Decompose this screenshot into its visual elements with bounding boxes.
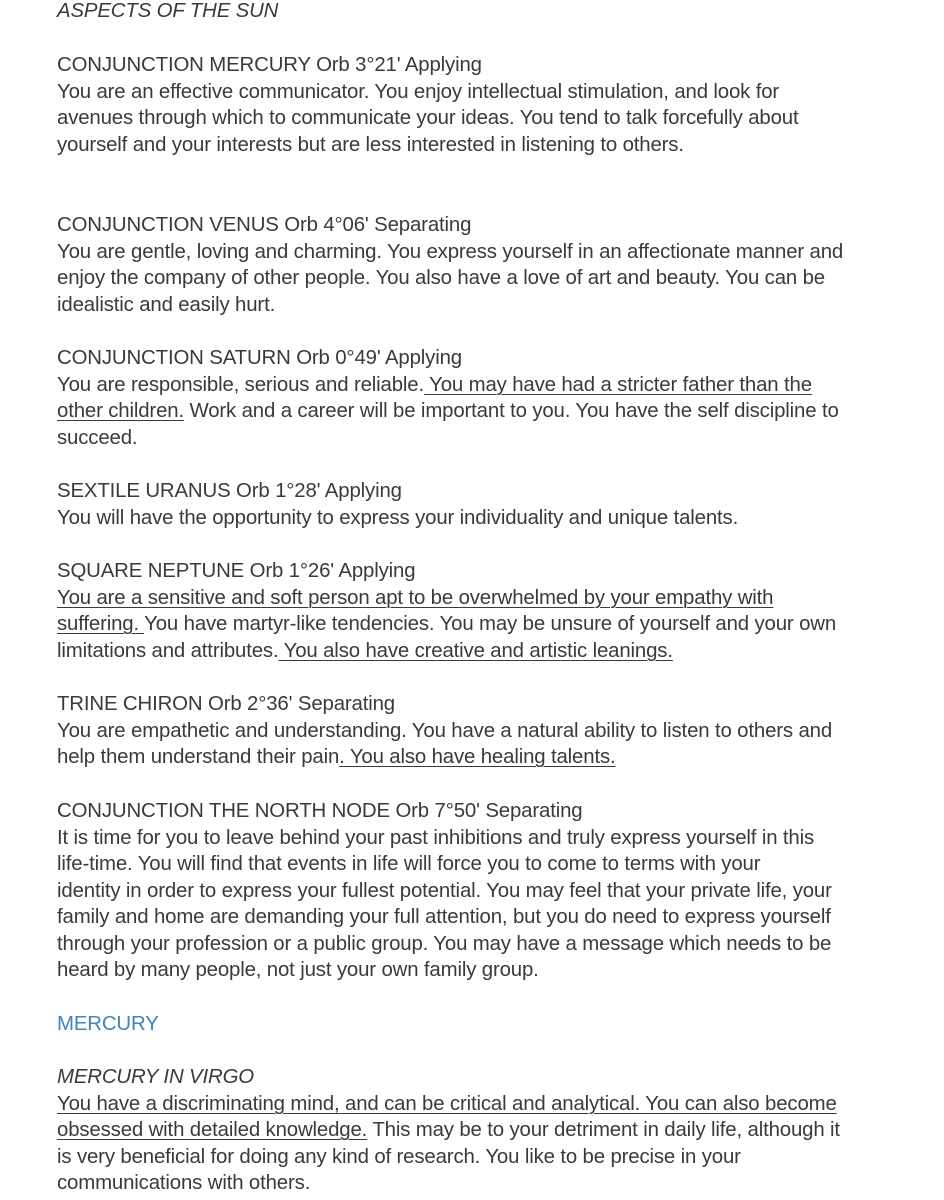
aspect-title: TRINE CHIRON Orb 2°36' Separating [57, 693, 395, 715]
highlight-underline: You have a discriminating mind, and can be critical and analytical. You can also become [57, 1093, 837, 1115]
highlight-underline: suffering. [57, 613, 145, 635]
highlight-underline: You may have had a stricter father than the [424, 374, 812, 396]
aspect-text-line: It is time for you to leave behind your past inhibitions and truly express yourself in this [57, 827, 815, 849]
aspect-title: CONJUNCTION SATURN Orb 0°49' Applying [57, 347, 462, 369]
aspect-text-line: other children. Work and a career will be important to you. You have the self discipline to [57, 400, 839, 422]
aspect-text-line: life-time. You will find that events in life will force you to come to terms with your [57, 853, 761, 875]
section-text-line: communications with others. [57, 1172, 311, 1194]
aspect-text-line: succeed. [57, 427, 138, 449]
subheading-mercury-in-virgo: MERCURY IN VIRGO [57, 1066, 254, 1088]
aspect-text-line: through your profession or a public group. You may have a message which needs to be [57, 933, 832, 955]
aspect-title: CONJUNCTION MERCURY Orb 3°21' Applying [57, 54, 482, 76]
aspect-text-line: You are gentle, loving and charming. You express yourself in an affectionate manner and [57, 241, 844, 263]
aspect-title: CONJUNCTION VENUS Orb 4°06' Separating [57, 214, 472, 236]
aspect-text-line: You are an effective communicator. You enjoy intellectual stimulation, and look for [57, 81, 780, 103]
aspect-text-line: You are empathetic and understanding. You have a natural ability to listen to others and [57, 720, 833, 742]
sun-aspects-heading: ASPECTS OF THE SUN [57, 0, 279, 22]
section-heading-mercury: MERCURY [57, 1013, 159, 1035]
highlight-underline: . You also have healing talents. [339, 746, 616, 768]
aspect-text-line: heard by many people, not just your own family group. [57, 959, 539, 981]
highlight-underline: obsessed with detailed knowledge. [57, 1119, 368, 1141]
aspect-text-line: suffering. You have martyr-like tendencies. You may be unsure of yourself and your own [57, 613, 837, 635]
section-text-line [57, 1091, 837, 1118]
aspect-text-line: You are responsible, serious and reliable. You may have had a stricter father than the [57, 374, 812, 396]
aspect-text-line: idealistic and easily hurt. [57, 294, 276, 316]
aspect-text-line: You will have the opportunity to express your individuality and unique talents. [57, 507, 739, 529]
aspect-title: SQUARE NEPTUNE Orb 1°26' Applying [57, 560, 416, 582]
section-text-line: obsessed with detailed knowledge. This may be to your detriment in daily life, although it [57, 1119, 840, 1141]
aspect-text-line [57, 585, 773, 612]
highlight-underline: You are a sensitive and soft person apt to be overwhelmed by your empathy with [57, 587, 774, 609]
aspect-title: CONJUNCTION THE NORTH NODE Orb 7°50' Separating [57, 800, 583, 822]
aspect-text-line: family and home are demanding your full attention, but you do need to express yourself [57, 906, 831, 928]
section-text-line: is very beneficial for doing any kind of research. You like to be precise in your [57, 1146, 741, 1168]
aspect-text-line: yourself and your interests but are less interested in listening to others. [57, 134, 684, 156]
aspect-text-line: enjoy the company of other people. You also have a love of art and beauty. You can be [57, 267, 825, 289]
aspect-text-line: identity in order to express your fullest potential. You may feel that your private life, your [57, 880, 832, 902]
highlight-underline: You also have creative and artistic leanings. [278, 640, 673, 662]
aspect-text-line: help them understand their pain. You also have healing talents. [57, 746, 616, 768]
aspect-text-line: limitations and attributes. You also have creative and artistic leanings. [57, 640, 673, 662]
highlight-underline: other children. [57, 400, 184, 422]
aspect-text-line: avenues through which to communicate your ideas. You tend to talk forcefully about [57, 107, 799, 129]
aspect-title: SEXTILE URANUS Orb 1°28' Applying [57, 480, 402, 502]
